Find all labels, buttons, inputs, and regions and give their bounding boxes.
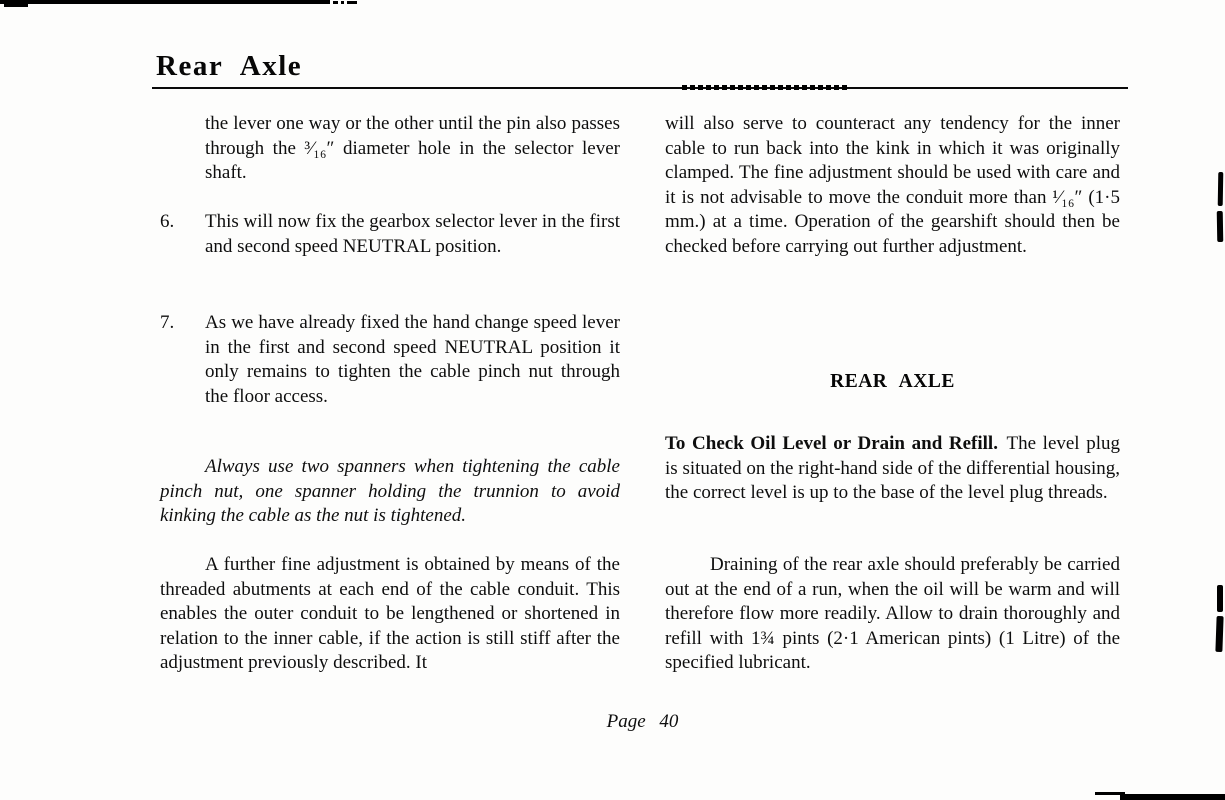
scan-artifact-top-bar (0, 0, 330, 4)
scan-artifact-bottom-bar (1120, 794, 1225, 800)
header-rule (152, 87, 1128, 89)
left-intro-continuation: the lever one way or the other until the pin also passes through the ³⁄₁₆″ diameter hole in the selector lever shaft. (205, 113, 620, 183)
oil-level-paragraph (665, 432, 1120, 506)
list-item-text: As we have already fixed the hand change speed lever in the first and second speed NEUTRAL position it only remains to tighten the cable pinch nut through the floor access. (205, 312, 620, 407)
header-rule-fuzz (682, 85, 850, 90)
scan-artifact-right-mark-3 (1217, 585, 1223, 612)
spanner-warning-note: Always use two spanners when tightening the cable pinch nut, one spanner holding the trunnion to avoid kinking the cable as the nut is tightened. (160, 456, 620, 526)
scan-artifact-top-dot-2 (341, 1, 344, 4)
page-title: Rear Axle (156, 50, 303, 82)
list-item-6 (160, 210, 620, 259)
section-heading-rear-axle: REAR AXLE (830, 371, 955, 392)
scan-artifact-top-dot-1 (333, 1, 338, 4)
scan-artifact-right-mark-4 (1215, 616, 1223, 652)
oil-level-lead: To Check Oil Level or Drain and Refill. (665, 433, 998, 454)
scan-artifact-top-blob (4, 0, 28, 7)
list-item-7 (160, 311, 620, 409)
fine-adjustment-paragraph: A further fine adjustment is obtained by means of the threaded abutments at each end of the cable conduit. This enables the outer conduit to be lengthened or shortened in relation to the inner cable, if the action is still stiff after the adjustment previously described. It (160, 554, 620, 673)
draining-paragraph: Draining of the rear axle should preferably be carried out at the end of a run, when the oil will be warm and will therefore flow more readily. Allow to drain thoroughly and refill with 1¾ pints (2·1 American pints) (1 Litre) of the specified lubricant. (665, 554, 1120, 673)
list-item-number: 6. (160, 211, 175, 232)
list-item-text: This will now fix the gearbox selector lever in the first and second speed NEUTRAL position. (205, 211, 620, 257)
list-item-number: 7. (160, 312, 175, 333)
page-number: Page 40 (606, 711, 679, 732)
continuation-paragraph: will also serve to counteract any tendency for the inner cable to run back into the kink in which it was originally clamped. The fine adjustment should be used with care and it is not advisable to move the conduit more than ¹⁄₁₆″ (1·5 mm.) at a time. Operation of the gearshift should then be checked before carrying out further adjustment. (665, 113, 1120, 257)
oil-level-text: The level plug is situated on the right-hand side of the differential housing, the correct level is up to the base of the level plug threads. (665, 433, 1120, 503)
scan-artifact-right-mark-2 (1217, 211, 1224, 242)
scan-artifact-right-mark-1 (1218, 172, 1224, 206)
scan-artifact-top-dash (347, 1, 357, 4)
